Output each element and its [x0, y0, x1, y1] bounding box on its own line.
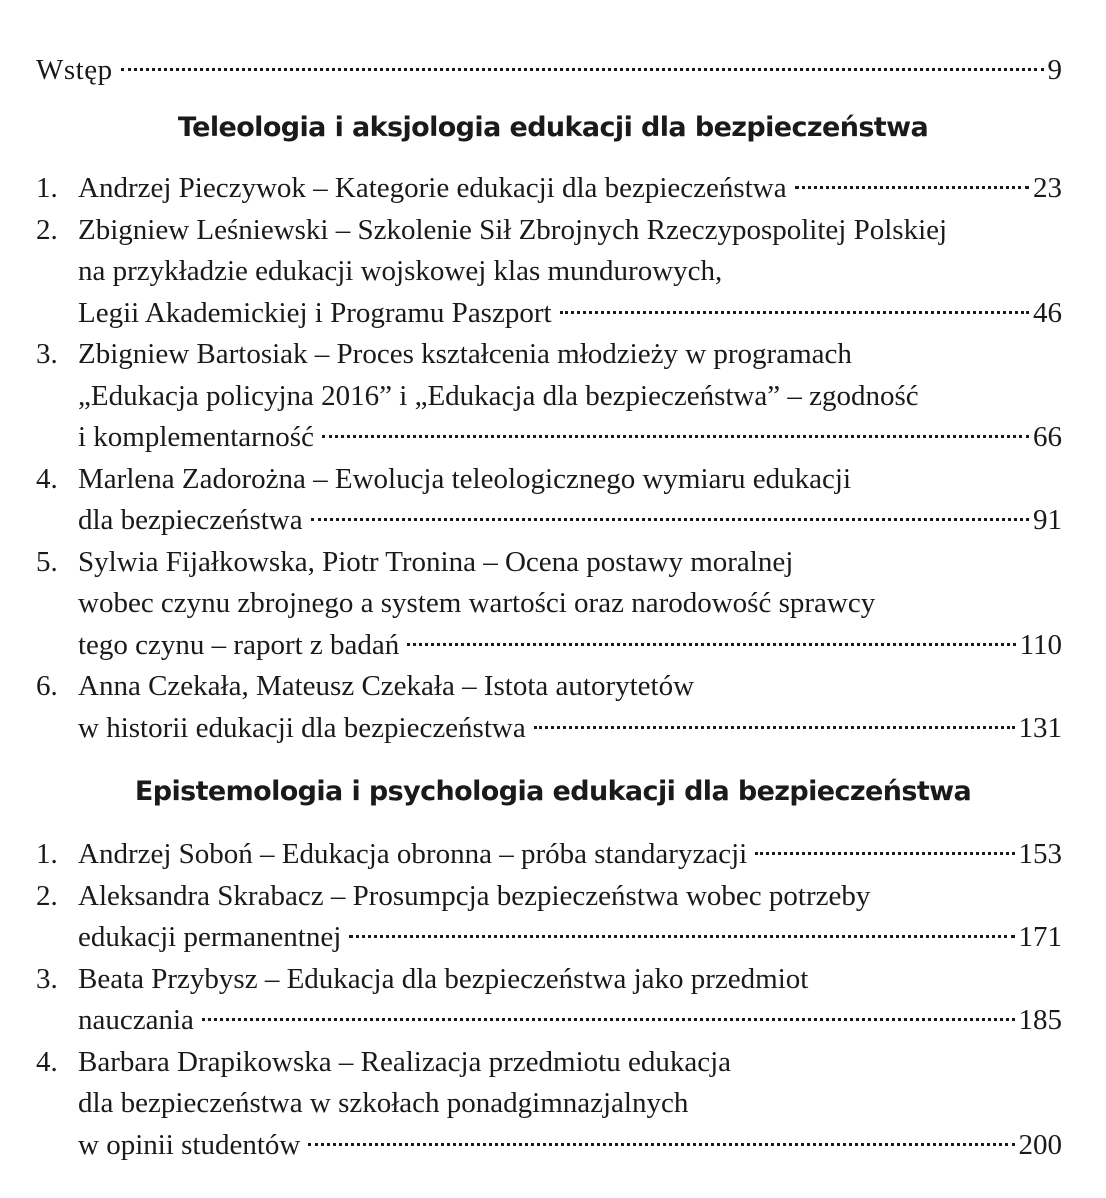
- toc-entry-text-line: na przykładzie edukacji wojskowej klas mundurowych,: [78, 255, 723, 287]
- toc-entry: [36, 168, 1062, 210]
- toc-entry-line: [78, 168, 1062, 210]
- toc-entry: [36, 334, 1062, 459]
- toc-page-number: 91: [1033, 504, 1062, 536]
- toc-entry-text-line: Zbigniew Leśniewski – Szkolenie Sił Zbrojnych Rzeczypospolitej Polskiej: [78, 213, 948, 246]
- dot-leader: [534, 726, 1015, 729]
- toc-entry-title: tego czynu – raport z badań: [78, 628, 400, 661]
- toc-entry: [36, 959, 1062, 1042]
- toc-entry-title: nauczania: [78, 1004, 194, 1036]
- toc-entry-line: [78, 1000, 1062, 1042]
- toc-page-number: 131: [1018, 711, 1062, 744]
- toc-entry-title: Andrzej Soboń – Edukacja obronna – próba standaryzacji: [78, 838, 748, 870]
- toc-entry-title: edukacji permanentnej: [78, 921, 342, 953]
- toc-entry-intro: [36, 50, 1062, 92]
- toc-page-number: 153: [1018, 838, 1062, 870]
- toc-entry-line: [78, 1125, 1062, 1167]
- toc-entry: [36, 542, 1062, 667]
- toc-entry-number: 5.: [36, 545, 58, 578]
- toc-entry: [36, 834, 1062, 876]
- toc-entry-title: w opinii studentów: [78, 1128, 301, 1161]
- toc-entry-title: dla bezpieczeństwa: [78, 504, 303, 536]
- dot-leader: [349, 935, 1014, 938]
- toc-entry-text-line: dla bezpieczeństwa w szkołach ponadgimnazjalnych: [78, 1087, 689, 1119]
- toc-entry-number: 3.: [36, 338, 58, 370]
- toc-entry-text-line: Barbara Drapikowska – Realizacja przedmiotu edukacja: [78, 1045, 732, 1078]
- toc-entry: [36, 666, 1062, 749]
- toc-entry-text-line: Sylwia Fijałkowska, Piotr Tronina – Ocena postawy moralnej: [78, 545, 794, 578]
- toc-entry: [36, 876, 1062, 959]
- dot-leader: [311, 518, 1029, 521]
- toc-page-number: 185: [1018, 1004, 1062, 1036]
- toc-entry-number: 2.: [36, 879, 58, 912]
- dot-leader: [755, 852, 1014, 855]
- toc-entry-text-line: Beata Przybysz – Edukacja dla bezpieczeństwa jako przedmiot: [78, 962, 809, 995]
- toc-entry-number: 1.: [36, 838, 58, 870]
- dot-leader: [407, 643, 1015, 646]
- section-entry-list: [36, 168, 1062, 749]
- section-entry-list: [36, 834, 1062, 1166]
- toc-page-number: 200: [1018, 1128, 1062, 1161]
- section-heading: Teleologia i aksjologia edukacji dla bezpieczeństwa: [177, 112, 929, 143]
- dot-leader: [560, 311, 1029, 314]
- toc-entry-line: [78, 708, 1062, 750]
- toc-page-number: 46: [1033, 296, 1062, 329]
- toc-entry-line: [78, 293, 1062, 335]
- toc-entry-text-line: Aleksandra Skrabacz – Prosumpcja bezpieczeństwa wobec potrzeby: [78, 879, 871, 912]
- toc-entry-line: [78, 417, 1062, 459]
- dot-leader: [121, 68, 1044, 71]
- toc-entry: [36, 1042, 1062, 1167]
- toc-entry-line: [78, 834, 1062, 876]
- toc-entry-line: [36, 50, 1062, 92]
- toc-entry: [36, 459, 1062, 542]
- dot-leader: [202, 1018, 1015, 1021]
- toc-entry-title: Andrzej Pieczywok – Kategorie edukacji dla bezpieczeństwa: [78, 172, 787, 204]
- toc-entry-title: w historii edukacji dla bezpieczeństwa: [78, 711, 526, 744]
- toc-entry-line: [78, 917, 1062, 959]
- toc-entry-title: Wstęp: [36, 54, 113, 86]
- toc-entry-text-line: Anna Czekała, Mateusz Czekała – Istota autorytetów: [78, 670, 695, 702]
- toc-entry: [36, 210, 1062, 335]
- toc-entry-number: 1.: [36, 172, 58, 204]
- toc-entry-number: 4.: [36, 1045, 58, 1078]
- dot-leader: [308, 1143, 1014, 1146]
- dot-leader: [322, 435, 1029, 438]
- toc-entry-number: 6.: [36, 670, 58, 702]
- toc-entry-title: Legii Akademickiej i Programu Paszport: [78, 296, 552, 329]
- toc-entry-text-line: wobec czynu zbrojnego a system wartości oraz narodowość sprawcy: [78, 587, 876, 619]
- toc-entry-number: 2.: [36, 213, 58, 246]
- toc-entry-text-line: „Edukacja policyjna 2016” i „Edukacja dla bezpieczeństwa” – zgodność: [78, 379, 919, 412]
- toc-entry-number: 4.: [36, 462, 58, 495]
- toc-page-number: 110: [1019, 628, 1062, 661]
- dot-leader: [795, 186, 1029, 189]
- toc-page-number: 171: [1018, 921, 1062, 953]
- toc-entry-line: [78, 625, 1062, 667]
- toc-entry-title: i komplementarność: [78, 421, 314, 453]
- toc-entry-line: [78, 500, 1062, 542]
- toc-entry-number: 3.: [36, 962, 58, 995]
- toc-page-number: 23: [1033, 172, 1062, 204]
- toc-entry-text-line: Marlena Zadorożna – Ewolucja teleologicznego wymiaru edukacji: [78, 462, 852, 495]
- toc-entry-text-line: Zbigniew Bartosiak – Proces kształcenia młodzieży w programach: [78, 338, 852, 370]
- toc-page-number: 9: [1047, 54, 1062, 86]
- section-heading: Epistemologia i psychologia edukacji dla bezpieczeństwa: [134, 776, 972, 807]
- toc-page-number: 66: [1033, 421, 1062, 453]
